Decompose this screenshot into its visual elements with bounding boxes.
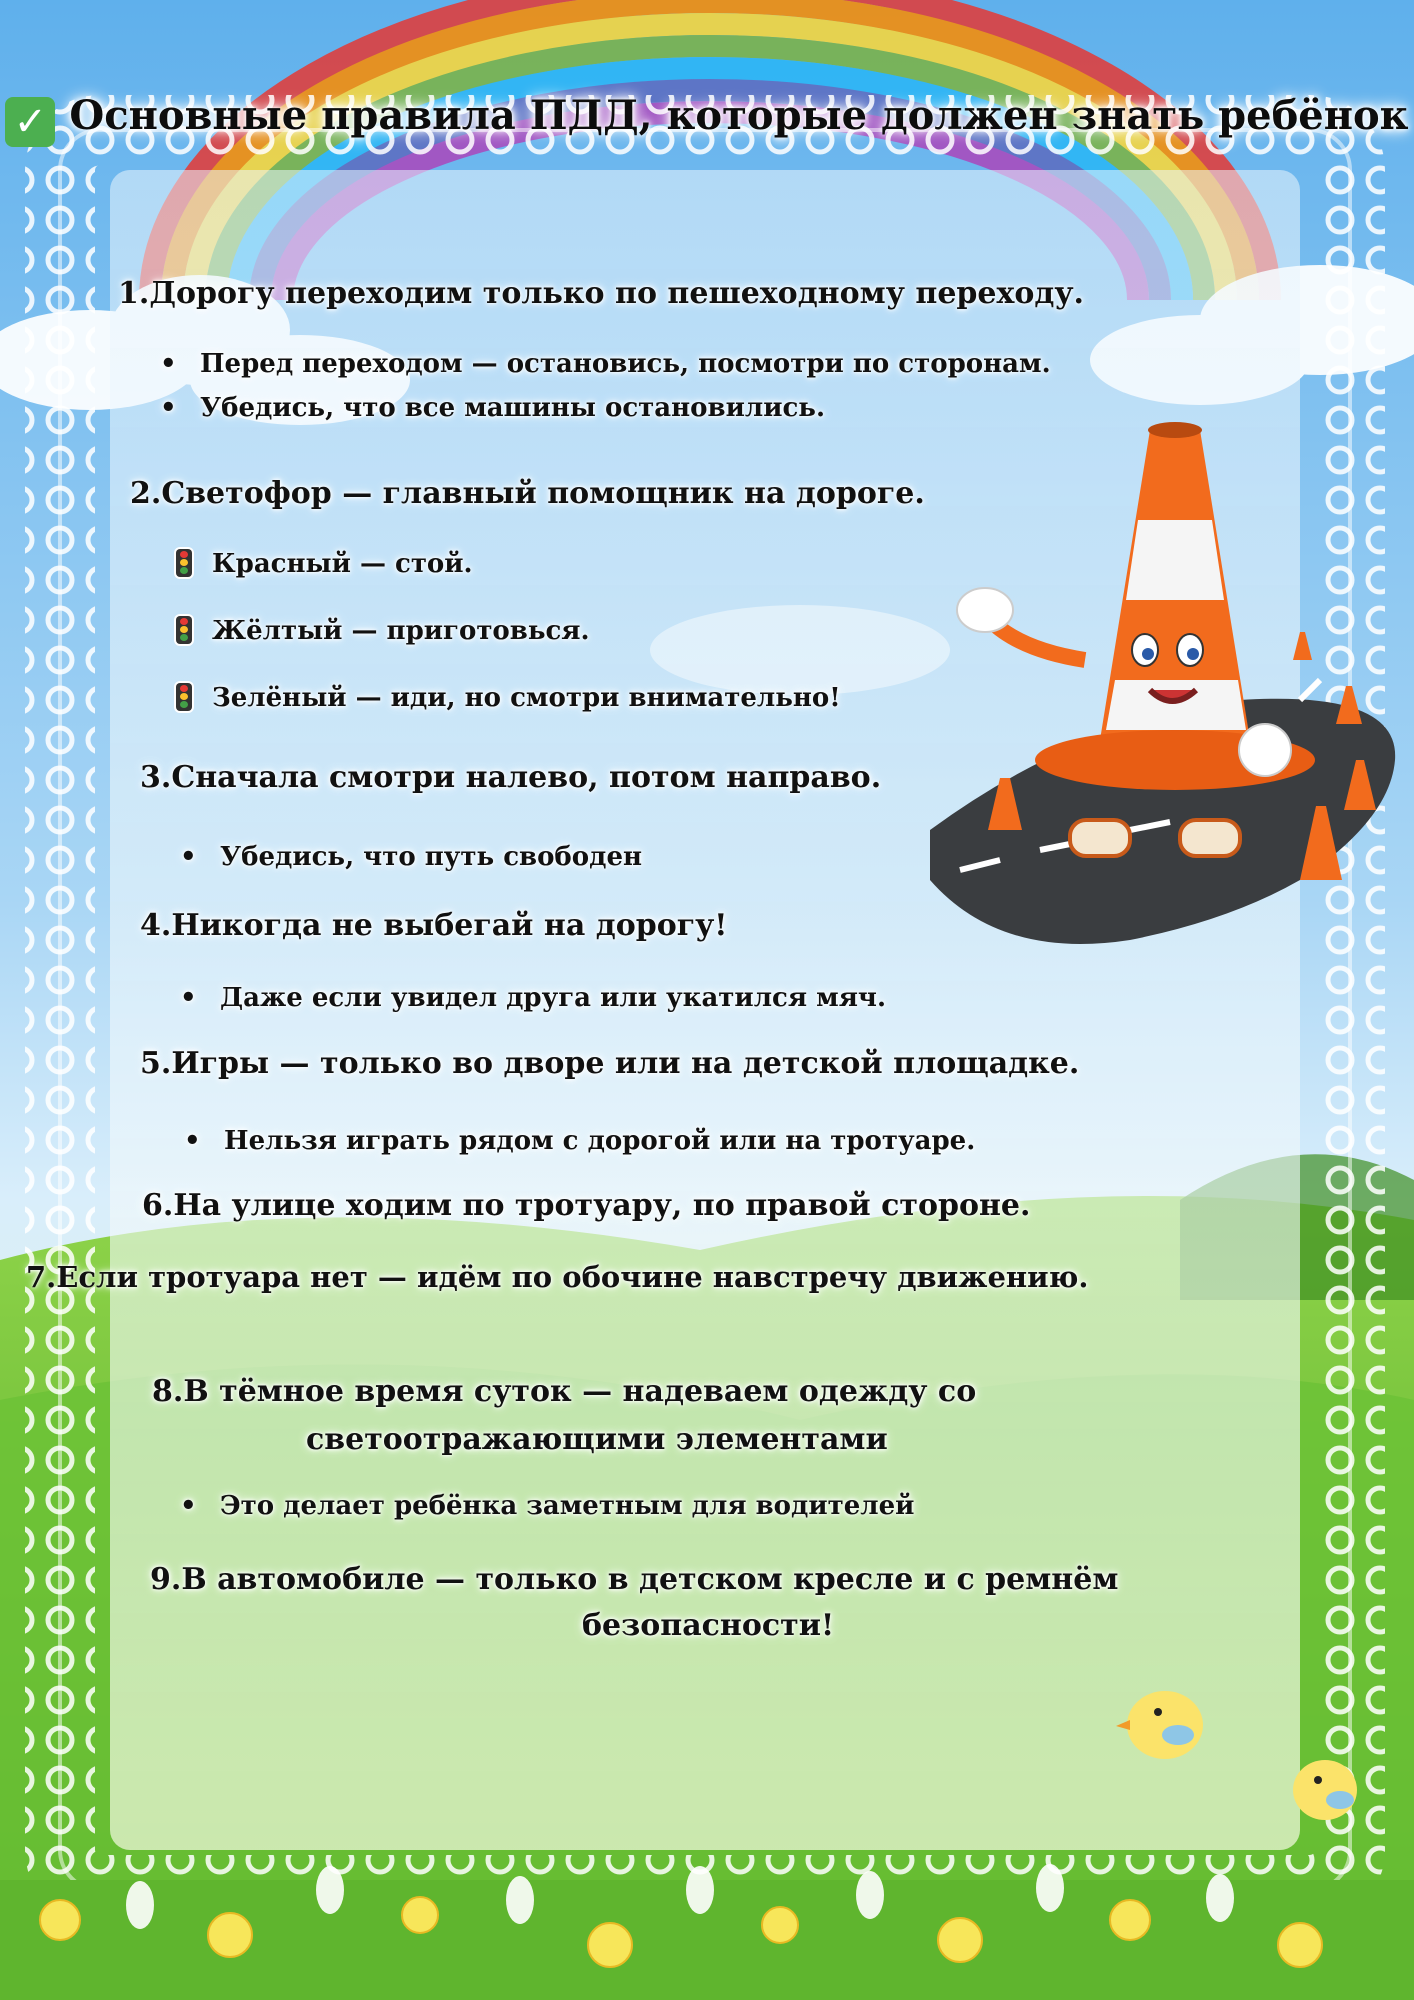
rule-8-heading-line-1: 8.В тёмное время суток — надеваем одежду со bbox=[152, 1374, 977, 1409]
rule-4-bullet-1: • Даже если увидел друга или укатился мяч. bbox=[180, 983, 886, 1013]
light-item-green: Зелёный — иди, но смотри внимательно! bbox=[176, 683, 841, 713]
light-item-yellow: Жёлтый — приготовься. bbox=[176, 616, 590, 646]
traffic-light-icon bbox=[176, 683, 192, 711]
rule-5-bullet-1: • Нельзя играть рядом с дорогой или на тротуаре. bbox=[184, 1126, 975, 1156]
rule-5-heading: 5.Игры — только во дворе или на детской площадке. bbox=[140, 1046, 1080, 1081]
rule-4-heading: 4.Никогда не выбегай на дорогу! bbox=[140, 908, 728, 943]
page-title-text: Основные правила ПДД, которые должен знать ребёнок bbox=[69, 92, 1409, 139]
rule-9-heading-line-2: безопасности! bbox=[582, 1608, 835, 1643]
rule-1-bullet-1: • Перед переходом — остановись, посмотри по сторонам. bbox=[160, 349, 1051, 379]
traffic-light-icon bbox=[176, 616, 192, 644]
rule-2-heading: 2.Светофор — главный помощник на дороге. bbox=[130, 476, 925, 511]
check-mark-icon: ✓ bbox=[5, 97, 55, 147]
rule-3-bullet-1: • Убедись, что путь свободен bbox=[180, 842, 642, 872]
light-item-red: Красный — стой. bbox=[176, 549, 473, 579]
page-title bbox=[0, 88, 1414, 147]
rule-9-heading-line-1: 9.В автомобиле — только в детском кресле и с ремнём bbox=[150, 1562, 1119, 1597]
traffic-light-icon bbox=[176, 549, 192, 577]
rule-1-bullet-2: • Убедись, что все машины остановились. bbox=[160, 393, 825, 423]
rule-8-heading-line-2: светоотражающими элементами bbox=[306, 1422, 888, 1457]
rule-7-heading: 7.Если тротуара нет — идём по обочине навстречу движению. bbox=[26, 1260, 1089, 1294]
rule-3-heading: 3.Сначала смотри налево, потом направо. bbox=[140, 760, 882, 795]
rule-8-bullet-1: • Это делает ребёнка заметным для водителей bbox=[180, 1491, 914, 1521]
rule-1-heading: 1.Дорогу переходим только по пешеходному переходу. bbox=[118, 276, 1085, 311]
rule-6-heading: 6.На улице ходим по тротуару, по правой стороне. bbox=[142, 1188, 1031, 1223]
